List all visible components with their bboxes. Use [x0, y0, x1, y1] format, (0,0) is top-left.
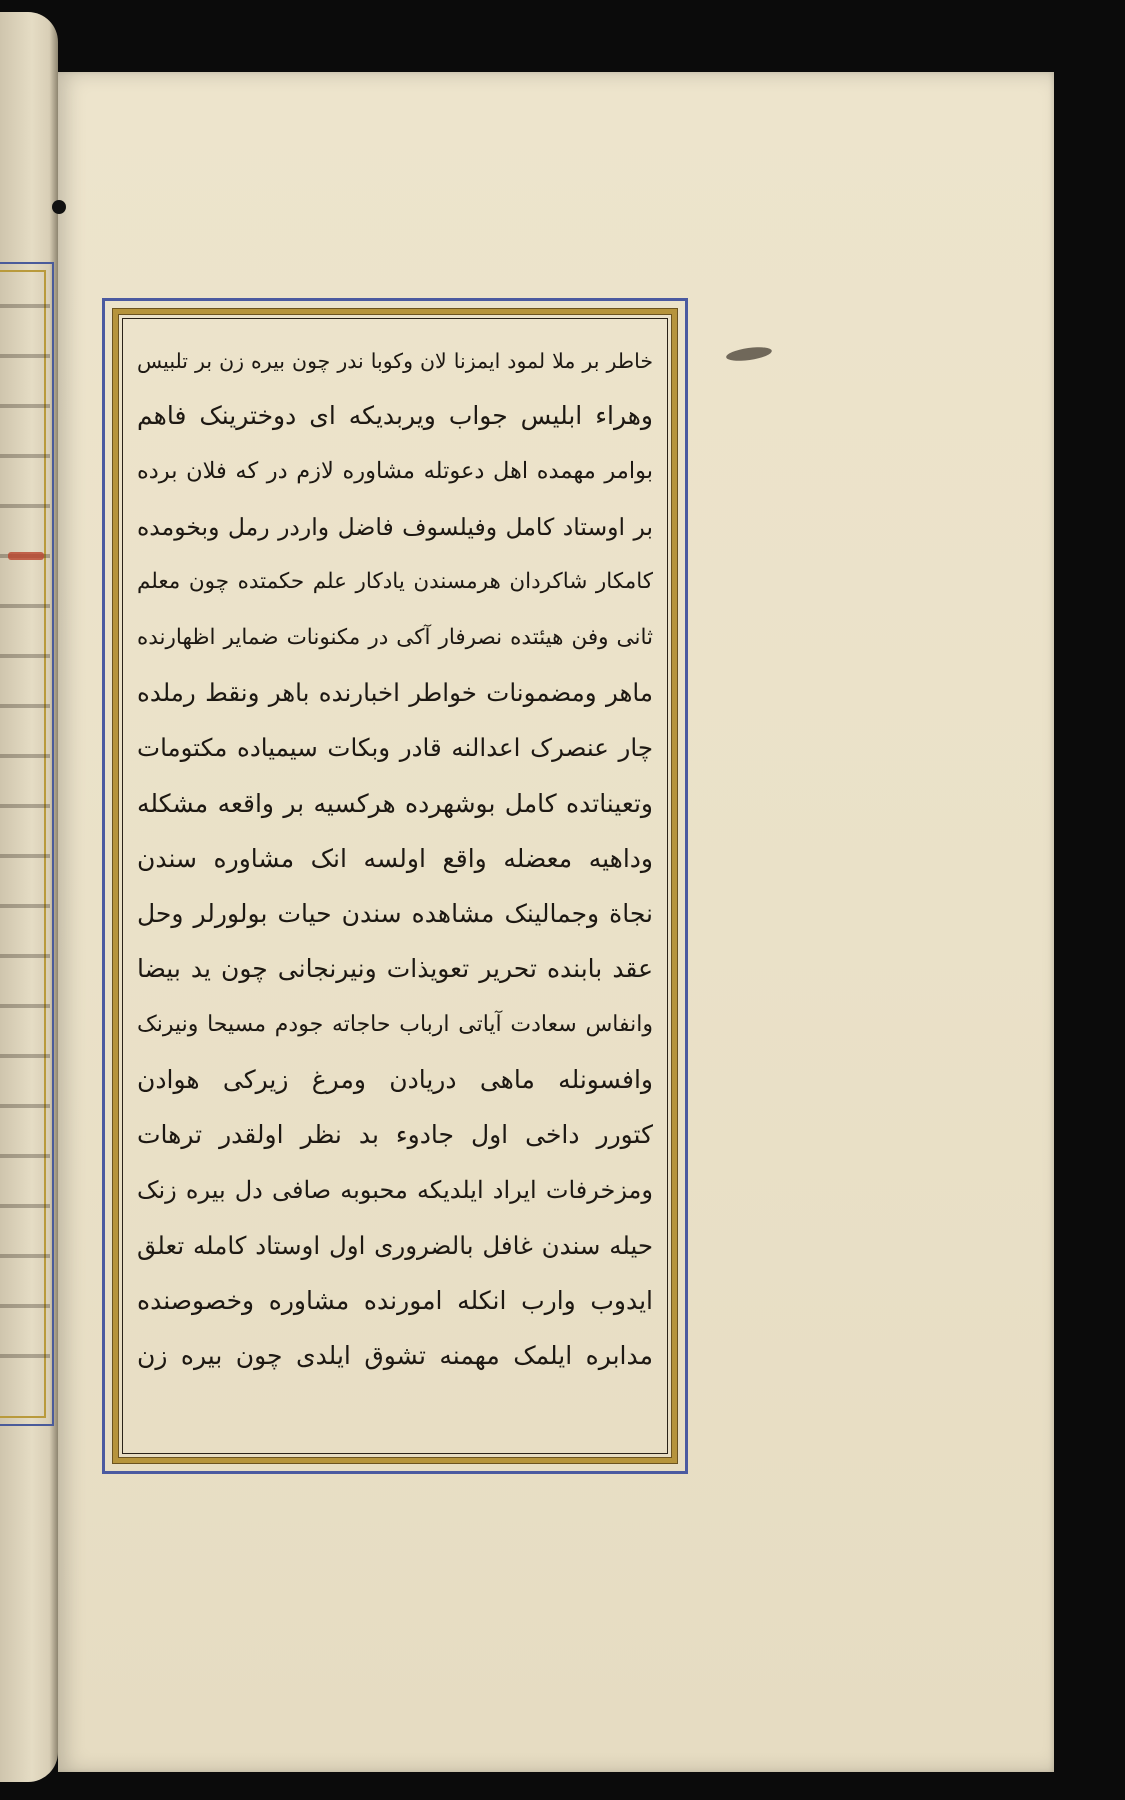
text-line	[137, 775, 653, 830]
text-line	[137, 1107, 653, 1162]
text-line-content: وهراء ابلیس جواب ویربدیکه ای دوخترینک فاهم	[137, 401, 653, 431]
text-line	[137, 831, 653, 886]
text-line-content: کتورر داخی اول جادوء بد نظر اولقدر ترهات	[137, 1120, 653, 1150]
text-line	[137, 609, 653, 664]
text-line	[137, 444, 653, 499]
text-line-content: بر اوستاد کامل وفیلسوف فاضل واردر رمل وبخومده	[137, 512, 653, 541]
ink-blot	[725, 345, 772, 363]
text-line-content: بوامر مهمده اهل دعوتله مشاوره لازم در که فلان برده	[137, 458, 653, 485]
text-line	[137, 720, 653, 775]
text-line-content: کامکار شاکردان هرمسندن یادکار علم حکمتده چون معلم	[137, 569, 653, 595]
text-line	[137, 1218, 653, 1273]
text-line	[137, 1273, 653, 1328]
left-page-rubric-mark	[8, 552, 44, 560]
text-line	[137, 388, 653, 443]
text-line	[137, 941, 653, 996]
text-line-content: حیله سندن غافل بالضروری اول اوستاد کامله تعلق	[137, 1230, 653, 1260]
text-line-content: ومزخرفات ایراد ایلدیکه محبوبه صافی دل بیره زنک	[137, 1176, 653, 1205]
text-line	[137, 554, 653, 609]
text-line	[137, 1052, 653, 1107]
text-line-content: وداهیه معضله واقع اولسه انک مشاوره سندن	[137, 843, 653, 873]
text-block	[137, 333, 653, 1439]
left-page-text-fragment	[0, 282, 50, 1402]
text-line-content: وتعیناتده کامل بوشهرده هرکسیه بر واقعه مشکله	[137, 788, 653, 818]
text-line	[137, 997, 653, 1052]
text-line-content: ثانی وفن هیئتده نصرفار آکی در مکنونات ضمایر اظهارنده	[137, 624, 653, 650]
text-line-content: ماهر ومضمونات خواطر اخبارنده باهر ونقط رملده	[137, 677, 653, 707]
text-line	[137, 1162, 653, 1217]
text-line-content: نجاة وجمالینک مشاهده سندن حیات بولورلر وحل	[137, 899, 653, 929]
text-line-content: وافسونله ماهی دریادن ومرغ زیرکی هوادن	[137, 1065, 653, 1094]
text-line-content: عقد بابنده تحریر تعویذات ونیرنجانی چون ید بیضا	[137, 954, 653, 984]
text-line	[137, 665, 653, 720]
text-panel-blue-rule	[102, 298, 688, 1474]
text-line-content: مدابره ایلمک مهمنه تشوق ایلدی چون بیره زن	[137, 1341, 653, 1371]
text-line-content: چار عنصرک اعدالنه قادر وبکات سیمیاده مکتومات	[137, 733, 653, 763]
page-dot	[52, 200, 66, 214]
text-panel-gold-rule	[113, 309, 677, 1463]
text-line	[137, 333, 653, 388]
text-line-content: وانفاس سعادت آیاتی ارباب حاجاته جودم مسیحا ونیرنک	[137, 1011, 653, 1037]
text-line	[137, 499, 653, 554]
manuscript-page	[58, 72, 1054, 1772]
left-page-edge	[0, 12, 58, 1782]
text-panel-inner-rule	[122, 318, 668, 1454]
text-line	[137, 1328, 653, 1383]
text-line-content: ایدوب وارب انکله امورنده مشاوره وخصوصنده	[137, 1286, 653, 1316]
text-line	[137, 886, 653, 941]
text-line-content: خاطر بر ملا لمود ایمزنا لان وکوبا ندر چون بیره زن بر تلبیس	[137, 348, 653, 373]
